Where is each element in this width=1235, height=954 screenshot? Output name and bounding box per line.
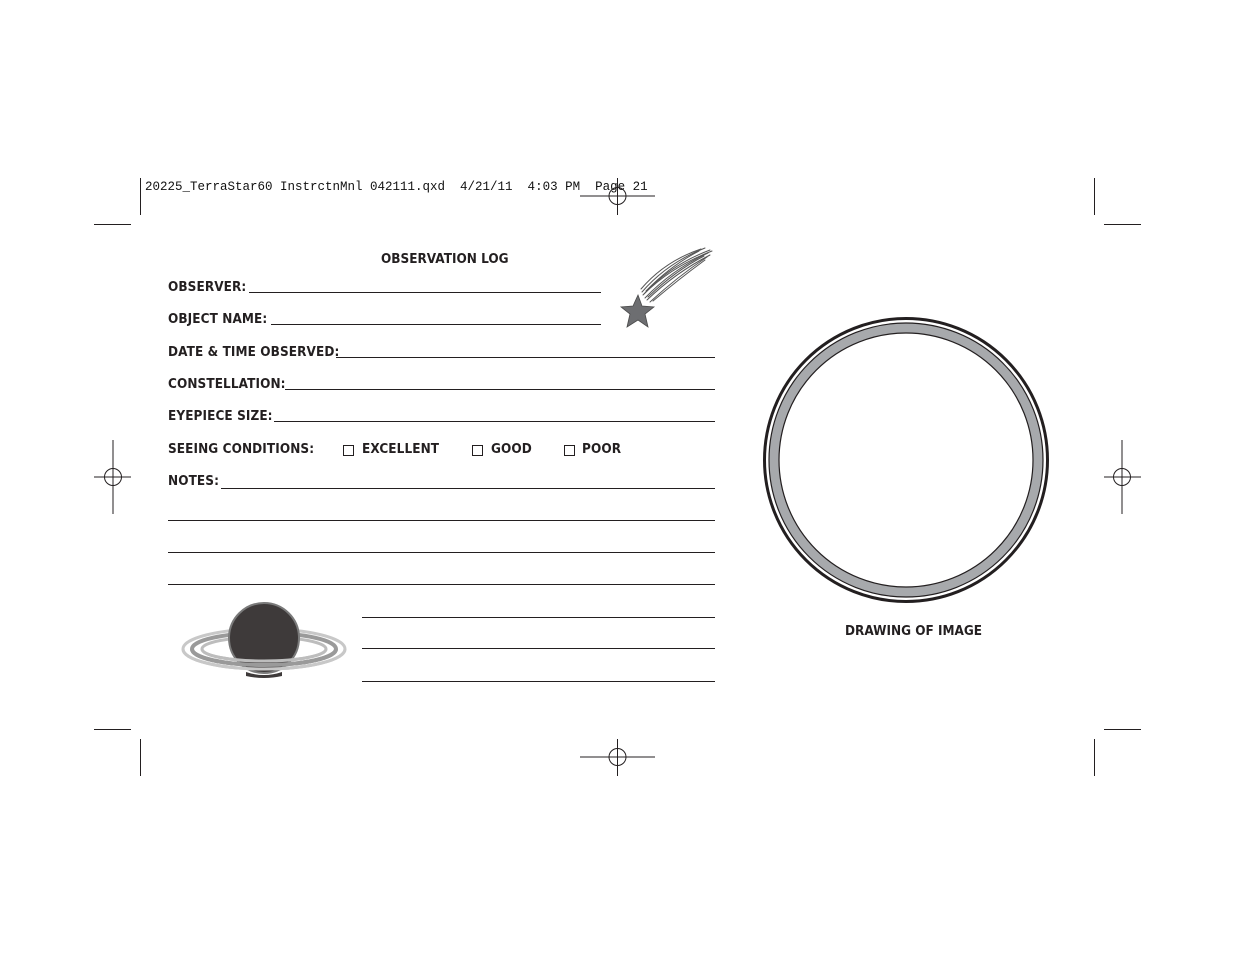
- good-checkbox[interactable]: [472, 445, 483, 456]
- notes-line-7[interactable]: [362, 681, 715, 682]
- drawing-caption: DRAWING OF IMAGE: [845, 624, 983, 639]
- shooting-star-icon: [615, 245, 715, 335]
- notes-line-3[interactable]: [168, 552, 715, 553]
- observer-label: OBSERVER:: [168, 280, 247, 295]
- excellent-checkbox[interactable]: [343, 445, 354, 456]
- poor-option-label: POOR: [582, 442, 622, 457]
- notes-line-5[interactable]: [362, 617, 715, 618]
- date-time-line[interactable]: [336, 357, 715, 358]
- eyepiece-size-label: EYEPIECE SIZE:: [168, 409, 273, 424]
- excellent-option-label: EXCELLENT: [362, 442, 440, 457]
- constellation-label: CONSTELLATION:: [168, 377, 286, 392]
- notes-line-4[interactable]: [168, 584, 715, 585]
- notes-line-6[interactable]: [362, 648, 715, 649]
- observer-line[interactable]: [249, 292, 601, 293]
- drawing-circle[interactable]: [762, 316, 1050, 604]
- date-time-label: DATE & TIME OBSERVED:: [168, 345, 340, 360]
- notes-line-2[interactable]: [168, 520, 715, 521]
- notes-line-1[interactable]: [221, 488, 715, 489]
- printer-slug-line: 20225_TerraStar60 InstrctnMnl 042111.qxd 4/21/11 4:03 PM Page 21: [145, 180, 648, 194]
- constellation-line[interactable]: [285, 389, 715, 390]
- notes-label: NOTES:: [168, 474, 220, 489]
- ringed-planet-icon: [180, 600, 350, 680]
- good-option-label: GOOD: [491, 442, 532, 457]
- observation-log-title: OBSERVATION LOG: [381, 252, 509, 267]
- eyepiece-size-line[interactable]: [274, 421, 715, 422]
- seeing-conditions-label: SEEING CONDITIONS:: [168, 442, 315, 457]
- object-name-label: OBJECT NAME:: [168, 312, 268, 327]
- poor-checkbox[interactable]: [564, 445, 575, 456]
- object-name-line[interactable]: [271, 324, 601, 325]
